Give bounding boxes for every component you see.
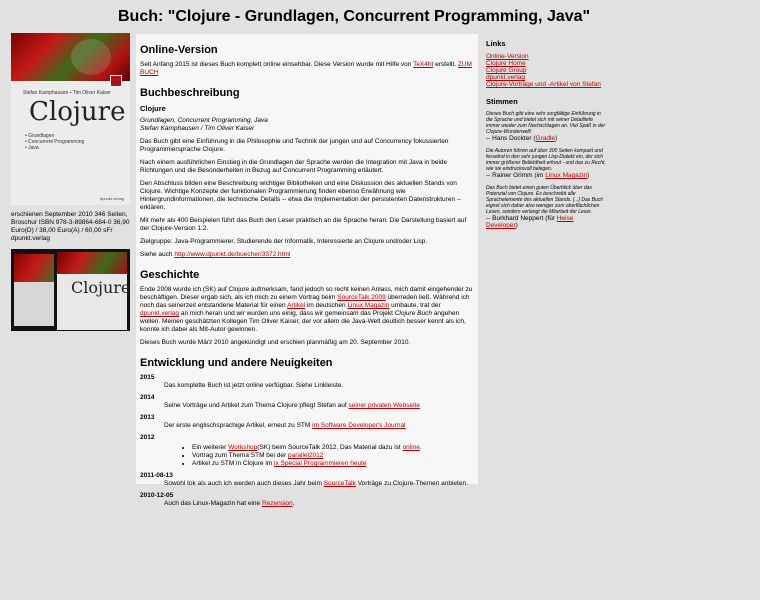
geschichte-heading: Geschichte — [140, 269, 200, 281]
sidebar-link-clojure-group[interactable]: Clojure Group — [486, 67, 527, 74]
sourcetalk-2009-link[interactable]: SourceTalk 2009 — [337, 294, 386, 301]
news-text: Auch das Linux-Magazin hat eine Rezension. — [164, 500, 295, 507]
workshop-link[interactable]: Workshop — [228, 444, 258, 451]
heise-developer-link[interactable]: Heise Developer — [486, 215, 574, 229]
sidebar-links — [486, 53, 606, 88]
online-material-link[interactable]: online — [402, 444, 420, 451]
list-item: • Vortrag zum Thema STM bei der parallel2012 — [192, 452, 474, 460]
main-content — [136, 34, 478, 507]
news-date: 2011-08-13 — [140, 472, 173, 479]
sidebar-link-online-version[interactable]: Online-Version — [486, 53, 529, 60]
list-item: • Ein weiterer Workshop(SK) beim SourceTalk 2012. Das Material dazu ist online. — [192, 444, 474, 452]
news-text: Das komplette Buch ist jetzt online verfügbar. Siehe Linkleiste. — [164, 382, 344, 389]
news-date: 2013 — [140, 414, 155, 421]
publisher-logo-icon — [110, 75, 122, 87]
cover-publisher: dpunkt.verlag — [99, 196, 124, 201]
sidebar — [486, 40, 606, 229]
geschichte-p1: Ende 2008 wurde ich (SK) auf Clojure aufmerksam, fand jedoch so recht keinen Anlass, mich damit eingehender zu beschäftigen. Dieser ergab sich, als ich mich zu einem Vortrag beim SourceTalk 2009 überreden ließ. Während ich noch das seinerzeit entstandene Material für einen Artikel im deutschen Linux Magazin umbaute, trat der dpunkt.verlag an mich heran und wir wurden uns einig, dass wir gemeinsam das Projekt Clojure Buch angehen wollen. Meinen geschätzten Kollegen Tim Oliver Kaiser, der vor allem die Java-Welt deutlich besser kennt als ich, konnte ich dabei als Mit-Autor gewinnen. — [140, 286, 473, 333]
news-date: 2010-12-05 — [140, 492, 174, 499]
parallel2012-link[interactable]: parallel2012 — [287, 452, 324, 459]
zum-buch-link[interactable]: ZUM BUCH — [140, 61, 472, 76]
desc-p5: Zielgruppe: Java-Programmierer, Studierende der Informatik, Interessierte an Clojure und/oder Lisp. — [140, 238, 428, 245]
tex4ht-link[interactable]: TeX4ht — [413, 61, 434, 68]
stimmen-heading: Stimmen — [486, 97, 518, 106]
news-text: Sowohl tok als auch ich werden auch dieses Jahr beim SourceTalk Vorträge zu Clojure-Themen anbieten. — [164, 480, 468, 487]
linux-magazin-link[interactable]: Linux Magazin — [347, 302, 390, 309]
sidebar-link-dpunkt[interactable]: dpunkt.verlag — [486, 74, 526, 81]
left-column — [11, 33, 130, 331]
dpunkt-book-link[interactable]: http://www.dpunkt.de/buecher/3372.html — [174, 251, 291, 258]
news-heading: Entwicklung und andere Neuigkeiten — [140, 357, 333, 369]
news-date: 2015 — [140, 374, 155, 381]
desc-p4: Mit mehr als 400 Beispielen führt das Buch den Leser praktisch an die Sprache heran. Die Darstellung basiert auf der Clojure-Version 1.2. — [140, 217, 467, 232]
linux-magazin-review-link[interactable]: Linux Magazin — [545, 172, 588, 179]
desc-p1: Das Buch gibt eine Einführung in die Philosophie und Technik der jungen und auf Concurrency fokussierten Programmiersprache Clojure. — [140, 138, 449, 153]
news-list — [140, 374, 474, 508]
sdj-link[interactable]: im Software Developer's Journal — [312, 422, 406, 429]
artikel-link[interactable]: Artikel — [287, 302, 306, 309]
book-subtitle: Grundlagen, Concurrent Programming, Java Stefan Kamphausen / Tim Oliver Kaiser — [140, 117, 268, 132]
review-quote: Dieses Buch gibt eine sehr sorgfältige Einführung in die Sprache und bietet sich mit seiner Detailtiefe immer wieder zum Nachschlagen an. Viel Spaß in der Clojure-Wunderwelt! -- Hans Dockter (Gradle) — [486, 111, 606, 142]
list-item: • Artikel zu STM in Clojure im ix Special Programmieren heute — [192, 460, 474, 468]
private-webseite-link[interactable]: seiner privaten Webseite — [348, 402, 420, 409]
desc-p2: Nach einem ausführlichen Einstieg in die Grundlagen der Sprache werden die Integration mit Java in beide Richtungen und die Besonderheiten in Bezug auf Concurrent Programming erläutert. — [140, 159, 448, 174]
rezension-link[interactable]: Rezension — [261, 500, 293, 507]
beschreibung-heading: Buchbeschreibung — [140, 87, 240, 99]
cover-title: Clojure — [29, 97, 126, 127]
geschichte-p2: Dieses Buch wurde März 2010 angekündigt und erschien planmäßig am 20. September 2010. — [140, 339, 411, 346]
sourcetalk-link[interactable]: SourceTalk — [323, 480, 356, 487]
sidebar-link-clojure-home[interactable]: Clojure Home — [486, 60, 526, 67]
news-text: Seine Vorträge und Artikel zum Thema Clojure pflegt Stefan auf seiner privaten Webseite — [164, 402, 420, 409]
book-cover-image — [11, 33, 130, 205]
dpunkt-verlag-link[interactable]: dpunkt.verlag — [140, 310, 180, 317]
review-quote: Die Autoren führen auf über 300 Seiten kompakt und fesselnd in den sehr jungen Lisp-Dialekt ein, der sich immer größerer Beliebtheit erfreut - und das zu Recht, wie sie eindrucksvoll belegen. -- Rainer Grimm (im Linux Magazin) — [486, 148, 606, 179]
spread-title: Clojure — [71, 278, 131, 297]
desc-p3: Den Abschluss bilden eine Beschreibung wichtiger Bibliotheken und eine Diskussion des aktuellen Stands von Clojure. Wichtige Konzepte der funktionalen Programmierung finden ebenso Erwähnung wie Hintergrundinformationen, die technische Details -- etwa die Implementation der persistenten Datenstrukturen -- erklären. — [140, 180, 462, 211]
cover-bullets: • Grundlagen • Concurrent Programming • Java — [25, 133, 85, 151]
news-date: 2014 — [140, 394, 155, 401]
sidebar-link-vortraege[interactable]: Clojure-Vorträge und -Artikel von Stefan — [486, 81, 601, 88]
news-date: 2012 — [140, 434, 155, 441]
news-2012-list — [140, 444, 474, 468]
ix-special-link[interactable]: ix Special Programmieren heute — [274, 460, 367, 467]
news-text: Der erste englischsprachige Artikel, erneut zu STM im Software Developer's Journal — [164, 422, 406, 429]
siehe-auch: Siehe auch http://www.dpunkt.de/buecher/3372.html — [140, 251, 291, 258]
online-text: Seit Anfang 2015 ist dieses Buch komplett online einsehbar. Diese Version wurde mit Hilfe von TeX4ht erstellt. ZUM BUCH — [140, 61, 472, 76]
review-quote: Das Buch bietet einen guten Überblick über das Potenzial von Clojure. Es beschreibt alle Sprachelemente des aktuellen Stands. [...] Das Buch eignet sich daher also weniger zum oberflächlichen Lesen, sondern verlangt die Mitarbeit der Leser. -- Burkhard Neppert (für Heise Developer) — [486, 185, 604, 229]
online-heading: Online-Version — [140, 44, 218, 56]
book-spread-image — [11, 249, 130, 331]
page-title: Buch: "Clojure - Grundlagen, Concurrent Programming, Java" — [118, 8, 591, 25]
links-heading: Links — [486, 39, 506, 48]
book-info: erschienen September 2010 346 Seiten, Broschur ISBN 978-3-89864-684-0 36,90 Euro(D) / 38,00 Euro(A) / 60,00 sFr dpunkt.verlag — [11, 211, 130, 242]
gradle-link[interactable]: Gradle — [535, 135, 555, 142]
cover-authors: Stefan Kamphausen • Tim Oliver Kaiser — [23, 90, 111, 96]
beschreibung-subheading: Clojure — [140, 104, 166, 113]
